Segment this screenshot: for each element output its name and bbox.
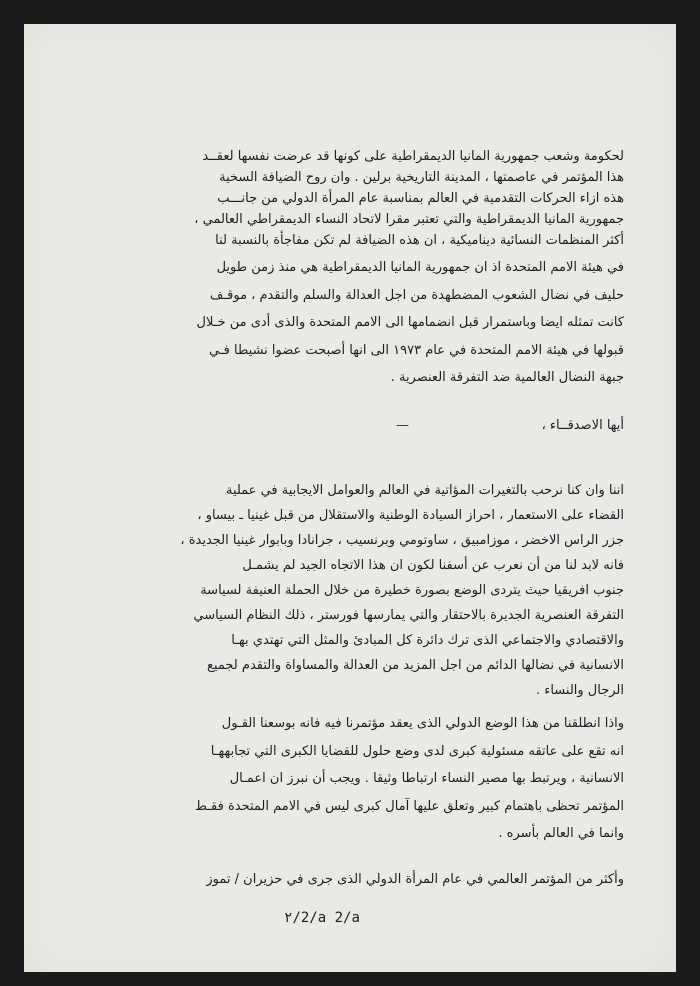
text-line: التفرقة العنصرية الجديرة بالاحتقار والتي يمارسها فورستر ، ذلك النظام السياسي <box>193 608 624 623</box>
text-line: اننا وان كنا نرحب بالتغيرات المؤاتية في العالم والعوامل الايجابية في عملية <box>225 483 624 498</box>
greeting: أيها الاصدقــاء ، <box>541 418 624 433</box>
text-line: فانه لابد لنا من أن نعرب عن أسفنا لكون ان هذا الاتجاه الجيد لم يشمـل <box>242 558 624 573</box>
footnote: وأكثر من المؤتمر العالمي في عام المرأة الدولي الذى جرى في حزيران / تموز <box>206 872 624 887</box>
page-number: ٢/2/a 2/a <box>284 910 360 926</box>
text-line: المؤتمر تحظى باهتمام كبير وتعلق عليها آمال كبرى ليس في الامم المتحدة فقـط <box>194 798 624 814</box>
text-line: وانما في العالم بأسره . <box>498 826 624 841</box>
text-line: جبهة النضال العالمية ضد التفرقة العنصرية . <box>390 370 624 385</box>
text-line: جمهورية المانيا الديمقراطية والتي تعتبر مقرا لاتحاد النساء الديمقراطي العالمي ، <box>194 212 624 227</box>
text-line: واذا انطلقنا من هذا الوضع الدولي الذى يعقد مؤتمرنا فيه فانه بوسعنا القـول <box>221 716 624 731</box>
text-line: جزر الراس الاخضر ، موزامبيق ، ساوتومي وبرنسيب ، جرانادا وبابوار غينيا الجديدة ، <box>180 533 624 548</box>
text-line: والاقتصادي والاجتماعي الذى ترك دائرة كل المبادئ والمثل التي تهتدي بهـا <box>231 633 624 648</box>
text-line: انه تقع على عاتقه مسئولية كبرى لدى وضع حلول للقضايا الكبرى التي تجابههـا <box>210 743 624 759</box>
text-line: قبولها في هيئة الامم المتحدة في عام ١٩٧٣ الى انها أصبحت عضوا نشيطا فـي <box>209 342 624 358</box>
dash-mark: — <box>396 418 409 433</box>
paragraph-3 <box>124 478 624 703</box>
text-line: في هيئة الامم المتحدة اذ ان جمهورية المانيا الديمقراطية هي منذ زمن طويل <box>216 260 624 275</box>
text-line: القضاء على الاستعمار ، احراز السيادة الوطنية والاستقلال من قبل غينيا ـ بيساو ، <box>197 508 624 523</box>
text-line: جنوب افريقيا حيث يتردى الوضع بصورة خطيرة من خلال الحملة العنيفة لسياسة <box>200 583 624 598</box>
text-line: حليف في نضال الشعوب المضطهدة من اجل العدالة والسلم والتقدم ، موقـف <box>209 287 624 303</box>
text-line: كانت تمثله ايضا وباستمرار قبل انضمامها الى الامم المتحدة والذى أدى من خـلال <box>196 315 624 330</box>
text-line: هذا المؤتمر في عاصمتها ، المدينة التاريخية برلين . وان روح الضيافة السخية <box>219 170 624 185</box>
text-line: هذه ازاء الحركات التقدمية في العالم بمناسبة عام المرأة الدولي من جانـــب <box>217 191 624 206</box>
paragraph-4 <box>124 710 624 848</box>
text-line: الرجال والنساء . <box>535 683 624 698</box>
document-page <box>24 24 676 972</box>
text-line: لحكومة وشعب جمهورية المانيا الديمقراطية على كونها قد عرضت نفسها لعقــد <box>202 149 624 164</box>
text-line: الانسانية ، ويرتبط بها مصير النساء ارتباطا وثيقا . ويجب أن نبرز ان اعمـال <box>229 771 624 786</box>
text-line: أكثر المنظمات النسائية ديناميكية ، ان هذه الضيافة لم تكن مفاجأة بالنسبة لنا <box>215 233 624 248</box>
paragraph-2 <box>124 254 624 392</box>
paragraph-1 <box>124 146 624 251</box>
text-line: الانسانية في نضالها الدائم من اجل المزيد من العدالة والمساواة والتقدم لجميع <box>207 658 624 673</box>
